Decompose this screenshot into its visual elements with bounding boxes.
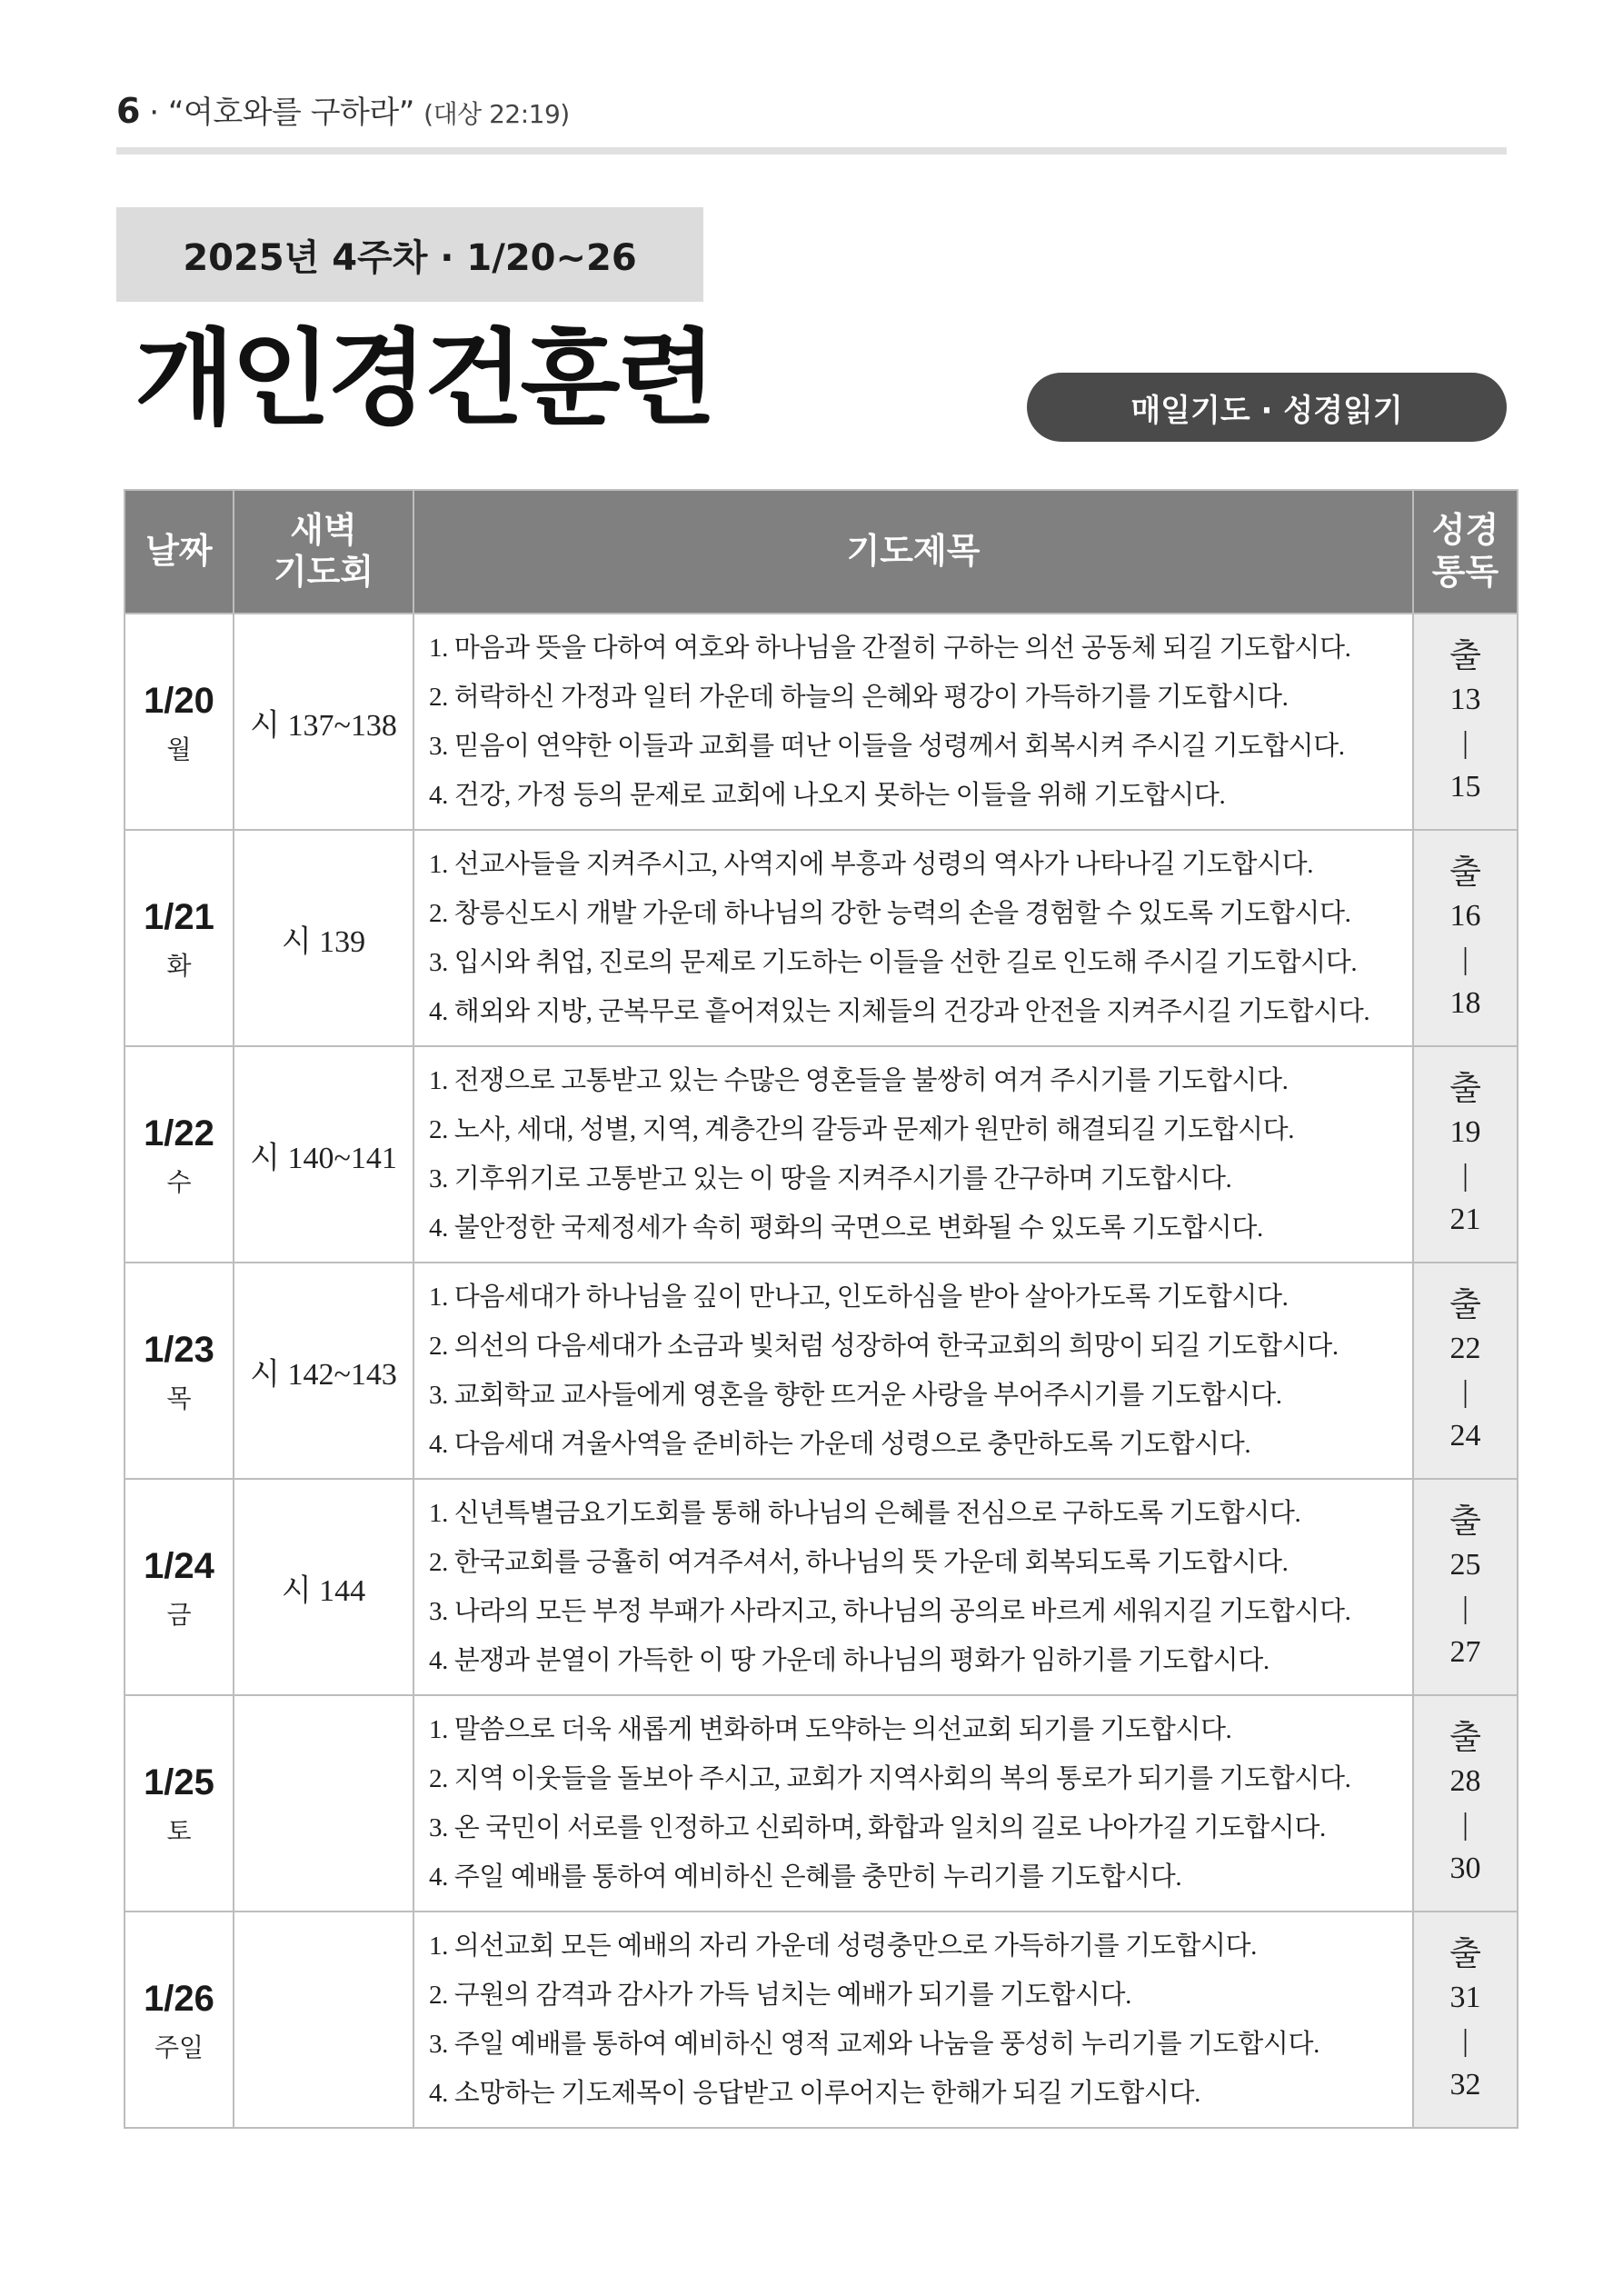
prayer-item: 1. 의선교회 모든 예배의 자리 가운데 성령충만으로 가득하기를 기도합시다. — [429, 1932, 1258, 1961]
prayer-item: 3. 기후위기로 고통받고 있는 이 땅을 지켜주시기를 간구하며 기도합시다. — [429, 1164, 1232, 1193]
date-value: 1/20 — [144, 681, 214, 721]
dawn-prayer-cell — [234, 614, 413, 830]
prayer-item: 2. 구원의 감격과 감사가 가득 넘치는 예배가 되기를 기도합시다. — [429, 1981, 1131, 2010]
prayer-item: 3. 나라의 모든 부정 부패가 사라지고, 하나님의 공의로 바르게 세워지길 기도합시다. — [429, 1597, 1351, 1626]
chapter-range-divider: | — [1462, 1159, 1469, 1193]
psalm-reference: 시 137~138 — [250, 708, 397, 743]
prayer-topics-cell — [413, 830, 1413, 1046]
date-value: 1/24 — [144, 1546, 214, 1586]
prayer-item: 2. 노사, 세대, 성별, 지역, 계층간의 갈등과 문제가 원만히 해결되길 기도합시다. — [429, 1115, 1295, 1144]
prayer-item: 3. 온 국민이 서로를 인정하고 신뢰하며, 화합과 일치의 길로 나아가길 기도합시다. — [429, 1813, 1326, 1842]
chapter-end: 27 — [1449, 1635, 1481, 1669]
page-title: 개인경건훈련 — [134, 318, 713, 439]
bible-book: 출 — [1449, 1070, 1481, 1107]
header-reference: (대상 22:19) — [423, 99, 570, 129]
chapter-start: 25 — [1449, 1548, 1481, 1582]
bible-book: 출 — [1449, 1502, 1481, 1540]
prayer-item: 2. 한국교회를 긍휼히 여겨주셔서, 하나님의 뜻 가운데 회복되도록 기도합시다. — [429, 1548, 1289, 1577]
prayer-topics-cell — [413, 1912, 1413, 2128]
prayer-item: 1. 선교사들을 지켜주시고, 사역지에 부흥과 성령의 역사가 나타나길 기도합시다. — [429, 850, 1314, 879]
column-header-prayer-topics: 기도제목 — [413, 490, 1413, 614]
date-value: 1/22 — [144, 1113, 214, 1153]
bible-reading-cell — [1413, 830, 1518, 1046]
chapter-start: 13 — [1449, 683, 1481, 716]
bible-reading-cell — [1413, 614, 1518, 830]
prayer-topics-cell — [413, 1263, 1413, 1479]
dawn-prayer-cell — [234, 1479, 413, 1695]
prayer-item: 1. 전쟁으로 고통받고 있는 수많은 영혼들을 불쌍히 여겨 주시기를 기도합시다. — [429, 1066, 1289, 1095]
chapter-end: 32 — [1449, 2068, 1481, 2101]
bible-reading-cell — [1413, 1046, 1518, 1263]
weekday-value: 월 — [166, 734, 192, 764]
prayer-item: 4. 분쟁과 분열이 가득한 이 땅 가운데 하나님의 평화가 임하기를 기도합시다. — [429, 1646, 1270, 1675]
header-quote: “여호와를 구하라” — [167, 95, 414, 131]
header-separator: · — [149, 95, 159, 131]
prayer-item: 4. 해외와 지방, 군복무로 흩어져있는 지체들의 건강과 안전을 지켜주시길 기도합시다. — [429, 997, 1370, 1026]
prayer-item: 1. 다음세대가 하나님을 깊이 만나고, 인도하심을 받아 살아가도록 기도합시다. — [429, 1283, 1289, 1312]
prayer-topics-cell — [413, 1046, 1413, 1263]
date-cell — [124, 830, 234, 1046]
dawn-prayer-cell — [234, 1912, 413, 2128]
prayer-item: 3. 교회학교 교사들에게 영혼을 향한 뜨거운 사랑을 부어주시기를 기도합시다. — [429, 1381, 1282, 1410]
bible-reading-cell — [1413, 1695, 1518, 1912]
date-cell — [124, 1046, 234, 1263]
bible-reading-cell — [1413, 1912, 1518, 2128]
prayer-item: 2. 창릉신도시 개발 가운데 하나님의 강한 능력의 손을 경험할 수 있도록 기도합시다. — [429, 899, 1351, 928]
chapter-range-divider: | — [1462, 726, 1469, 760]
chapter-range-divider: | — [1462, 1592, 1469, 1625]
date-cell — [124, 1912, 234, 2128]
table-row — [124, 614, 1518, 830]
chapter-end: 24 — [1449, 1419, 1481, 1452]
weekday-value: 토 — [166, 1816, 192, 1846]
column-header-date: 날짜 — [124, 490, 234, 614]
chapter-start: 28 — [1449, 1764, 1481, 1798]
weekday-value: 수 — [166, 1167, 192, 1197]
date-value: 1/21 — [144, 897, 214, 937]
prayer-item: 1. 신년특별금요기도회를 통해 하나님의 은혜를 전심으로 구하도록 기도합시다. — [429, 1499, 1301, 1528]
table-header-row — [124, 490, 1518, 614]
chapter-range-divider: | — [1462, 1808, 1469, 1842]
prayer-item: 1. 마음과 뜻을 다하여 여호와 하나님을 간절히 구하는 의선 공동체 되길 기도합시다. — [429, 634, 1351, 663]
prayer-item: 3. 주일 예배를 통하여 예비하신 영적 교제와 나눔을 풍성히 누리기를 기도합시다. — [429, 2030, 1319, 2059]
column-header-bible-reading — [1413, 490, 1518, 614]
psalm-reference: 시 139 — [281, 924, 366, 959]
weekday-value: 금 — [166, 1600, 192, 1630]
prayer-item: 2. 의선의 다음세대가 소금과 빛처럼 성장하여 한국교회의 희망이 되길 기도합시다. — [429, 1332, 1339, 1361]
table-row — [124, 1479, 1518, 1695]
date-cell — [124, 1479, 234, 1695]
chapter-start: 22 — [1449, 1332, 1481, 1365]
prayer-item: 4. 건강, 가정 등의 문제로 교회에 나오지 못하는 이들을 위해 기도합시다. — [429, 781, 1226, 810]
prayer-item: 1. 말씀으로 더욱 새롭게 변화하며 도약하는 의선교회 되기를 기도합시다. — [429, 1715, 1232, 1744]
prayer-topics-cell — [413, 1479, 1413, 1695]
category-badge: 매일기도 · 성경읽기 — [1027, 373, 1507, 442]
prayer-item: 3. 믿음이 연약한 이들과 교회를 떠난 이들을 성령께서 회복시켜 주시길 기도합시다. — [429, 732, 1345, 761]
date-value: 1/25 — [144, 1762, 214, 1802]
chapter-end: 18 — [1449, 986, 1481, 1020]
chapter-end: 30 — [1449, 1852, 1481, 1885]
prayer-item: 4. 소망하는 기도제목이 응답받고 이루어지는 한해가 되길 기도합시다. — [429, 2079, 1200, 2108]
weekday-value: 주일 — [154, 2032, 204, 2062]
chapter-range-divider: | — [1462, 2024, 1469, 2058]
table-row — [124, 1046, 1518, 1263]
prayer-topics-cell — [413, 1695, 1413, 1912]
week-label: 2025년 4주차 · 1/20~26 — [116, 207, 703, 302]
bible-book: 출 — [1449, 1719, 1481, 1756]
bible-book: 출 — [1449, 1286, 1481, 1323]
prayer-item: 4. 불안정한 국제정세가 속히 평화의 국면으로 변화될 수 있도록 기도합시다. — [429, 1213, 1263, 1243]
column-header-bible-reading-text: 성경 통독 — [1431, 510, 1499, 592]
bible-reading-cell — [1413, 1263, 1518, 1479]
chapter-end: 21 — [1449, 1203, 1481, 1236]
column-header-dawn-prayer-text: 새벽 기도회 — [273, 510, 374, 592]
psalm-reference: 시 142~143 — [250, 1357, 397, 1392]
prayer-topics-cell — [413, 614, 1413, 830]
date-value: 1/23 — [144, 1330, 214, 1370]
chapter-start: 16 — [1449, 899, 1481, 933]
date-value: 1/26 — [144, 1979, 214, 2019]
table-row — [124, 1695, 1518, 1912]
psalm-reference: 시 140~141 — [250, 1141, 397, 1175]
column-header-dawn-prayer — [234, 490, 413, 614]
dawn-prayer-cell — [234, 1695, 413, 1912]
weekday-value: 목 — [166, 1383, 192, 1413]
chapter-range-divider: | — [1462, 1375, 1469, 1409]
prayer-item: 4. 주일 예배를 통하여 예비하신 은혜를 충만히 누리기를 기도합시다. — [429, 1862, 1182, 1892]
bible-book: 출 — [1449, 637, 1481, 674]
chapter-start: 31 — [1449, 1981, 1481, 2014]
table-row — [124, 830, 1518, 1046]
prayer-item: 2. 지역 이웃들을 돌보아 주시고, 교회가 지역사회의 복의 통로가 되기를 기도합시다. — [429, 1764, 1351, 1793]
dawn-prayer-cell — [234, 1263, 413, 1479]
page-number: 6 — [116, 91, 140, 131]
prayer-item: 2. 허락하신 가정과 일터 가운데 하늘의 은혜와 평강이 가득하기를 기도합시다. — [429, 683, 1289, 712]
bible-reading-cell — [1413, 1479, 1518, 1695]
prayer-item: 4. 다음세대 겨울사역을 준비하는 가운데 성령으로 충만하도록 기도합시다. — [429, 1430, 1251, 1459]
date-cell — [124, 1263, 234, 1479]
chapter-end: 15 — [1449, 770, 1481, 804]
dawn-prayer-cell — [234, 1046, 413, 1263]
prayer-schedule-table — [124, 489, 1518, 2129]
chapter-start: 19 — [1449, 1115, 1481, 1149]
table-row — [124, 1912, 1518, 2128]
table-row — [124, 1263, 1518, 1479]
weekday-value: 화 — [166, 951, 192, 981]
date-cell — [124, 614, 234, 830]
psalm-reference: 시 144 — [281, 1573, 366, 1608]
chapter-range-divider: | — [1462, 943, 1469, 976]
bible-book: 출 — [1449, 854, 1481, 891]
page-header — [116, 87, 570, 132]
bible-book: 출 — [1449, 1935, 1481, 1972]
header-divider — [116, 147, 1507, 155]
dawn-prayer-cell — [234, 830, 413, 1046]
prayer-item: 3. 입시와 취업, 진로의 문제로 기도하는 이들을 선한 길로 인도해 주시길 기도합시다. — [429, 948, 1358, 977]
date-cell — [124, 1695, 234, 1912]
